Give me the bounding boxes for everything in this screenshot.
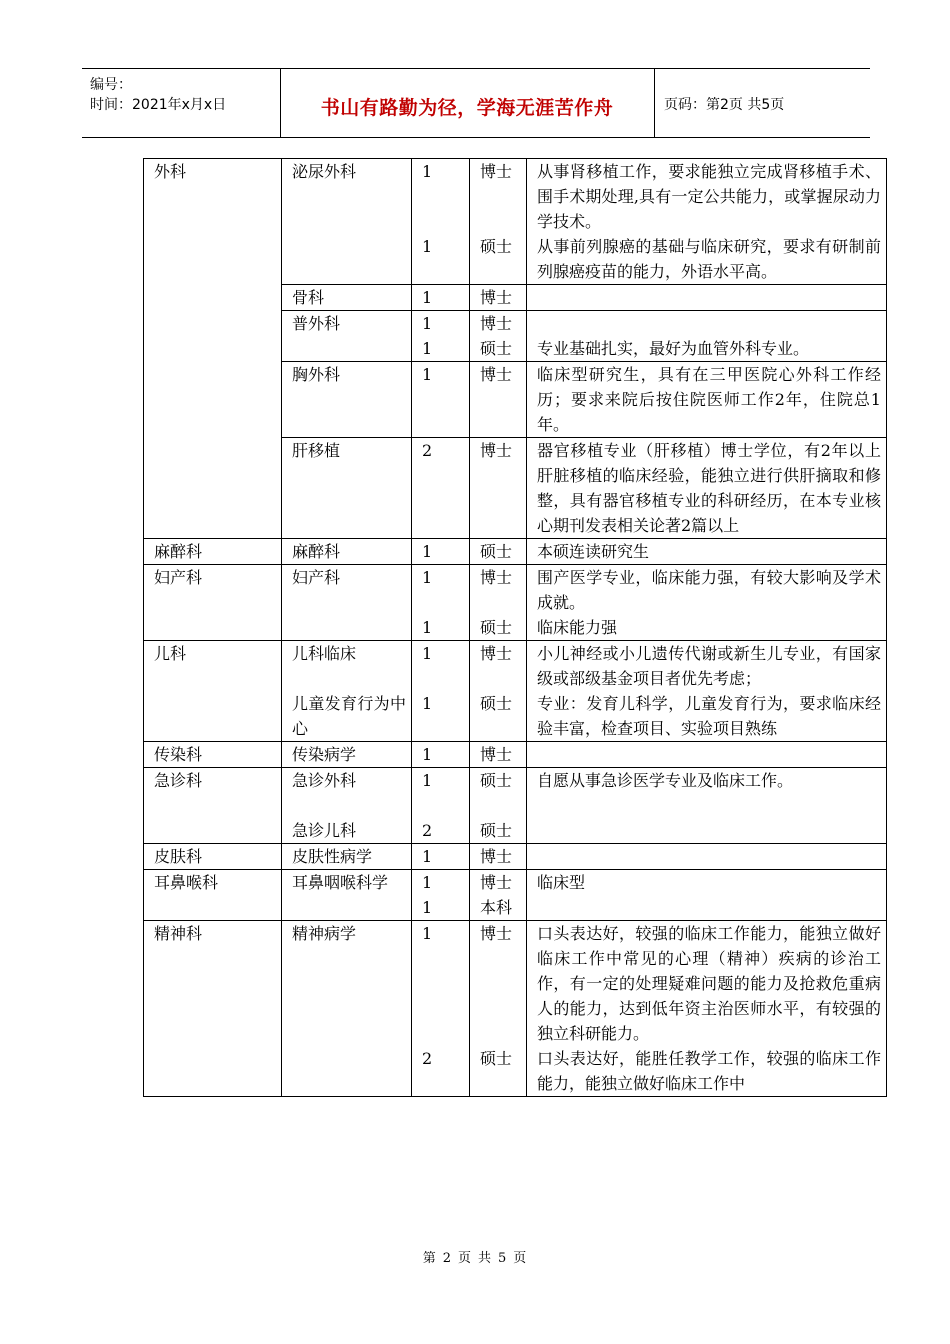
requirement-cell: 器官移植专业（肝移植）博士学位，有2年以上肝脏移植的临床经验，能独立进行供肝摘取和修整，具有器官移植专业的科研经历，在本专业核心期刊发表相关论著2篇以上 xyxy=(527,438,887,539)
header-page-info: 页码：第2页 共5页 xyxy=(664,97,785,113)
table-row xyxy=(144,768,887,844)
degree-cell: 硕士 xyxy=(470,539,527,565)
spacer xyxy=(422,946,464,971)
count-value: 1 xyxy=(422,618,433,637)
degree-cell xyxy=(470,768,527,844)
spacer xyxy=(422,666,464,691)
requirement-cell: 临床型 xyxy=(527,870,887,921)
sub-dept-cell: 精神病学 xyxy=(282,921,412,1097)
requirement-text: 专业：发育儿科学，儿童发育行为，要求临床经验丰富，检查项目、实验项目熟练 xyxy=(537,694,881,738)
table-row xyxy=(144,641,887,742)
requirement-text: 口头表达好，能胜任教学工作，较强的临床工作能力，能独立做好临床工作中 xyxy=(537,1049,881,1093)
count-value: 2 xyxy=(422,1049,433,1068)
footer-word: 共 xyxy=(478,1251,493,1266)
count-cell xyxy=(412,870,470,921)
table-row xyxy=(144,539,887,565)
count-value: 1 xyxy=(422,237,433,256)
header-motto: 书山有路勤为径，学海无涯苦作舟 xyxy=(320,97,614,119)
requirement-text: 从事肾移植工作，要求能独立完成肾移植手术、围手术期处理,具有一定公共能力，或掌握尿动力学技术。 xyxy=(537,162,881,231)
recruitment-table xyxy=(143,158,887,1097)
sub-dept-name: 急诊儿科 xyxy=(292,821,357,840)
requirement-text: 从事前列腺癌的基础与临床研究，要求有研制前列腺癌疫苗的能力，外语水平高。 xyxy=(537,237,881,281)
count-cell xyxy=(412,768,470,844)
spacer xyxy=(422,209,464,234)
count-cell: 1 xyxy=(412,362,470,438)
count-cell: 1 xyxy=(412,285,470,311)
table-row xyxy=(144,742,887,768)
spacer xyxy=(292,793,406,818)
count-value: 1 xyxy=(422,644,433,663)
count-value: 2 xyxy=(422,821,433,840)
spacer xyxy=(480,793,521,818)
count-cell: 1 xyxy=(412,539,470,565)
sub-dept-cell: 耳鼻咽喉科学 xyxy=(282,870,412,921)
sub-dept-cell: 传染病学 xyxy=(282,742,412,768)
spacer xyxy=(480,666,521,691)
degree-cell xyxy=(470,870,527,921)
count-cell: 1 xyxy=(412,844,470,870)
footer-word: 页 xyxy=(457,1251,472,1266)
requirement-cell xyxy=(527,159,887,285)
sub-dept-cell: 骨科 xyxy=(282,285,412,311)
degree-value: 硕士 xyxy=(480,694,513,713)
requirement-cell xyxy=(527,311,887,362)
spacer xyxy=(292,666,406,691)
table-row xyxy=(144,565,887,641)
count-value: 1 xyxy=(422,924,433,943)
count-value: 1 xyxy=(422,314,433,333)
degree-value: 博士 xyxy=(480,873,513,892)
count-cell xyxy=(412,565,470,641)
dept-cell: 精神科 xyxy=(144,921,282,1097)
degree-value: 博士 xyxy=(480,644,513,663)
requirement-text: 围产医学专业，临床能力强，有较大影响及学术成就。 xyxy=(537,568,881,612)
requirement-cell xyxy=(527,742,887,768)
requirement-cell xyxy=(527,641,887,742)
degree-cell xyxy=(470,921,527,1097)
sub-dept-cell: 泌尿外科 xyxy=(282,159,412,285)
degree-value: 硕士 xyxy=(480,339,513,358)
spacer xyxy=(480,184,521,209)
degree-value: 本科 xyxy=(480,898,513,917)
spacer xyxy=(422,793,464,818)
spacer xyxy=(480,971,521,996)
sub-dept-name: 急诊外科 xyxy=(292,771,357,790)
spacer xyxy=(422,590,464,615)
sub-dept-cell: 麻醉科 xyxy=(282,539,412,565)
sub-dept-cell: 普外科 xyxy=(282,311,412,362)
count-cell: 2 xyxy=(412,438,470,539)
count-value: 1 xyxy=(422,162,433,181)
header-meta xyxy=(90,75,226,115)
count-value: 1 xyxy=(422,694,433,713)
degree-value: 博士 xyxy=(480,314,513,333)
spacer xyxy=(422,1021,464,1046)
spacer xyxy=(480,1021,521,1046)
dept-cell: 皮肤科 xyxy=(144,844,282,870)
count-value: 1 xyxy=(422,568,433,587)
requirement-text: 专业基础扎实，最好为血管外科专业。 xyxy=(537,339,810,358)
degree-value: 博士 xyxy=(480,568,513,587)
dept-cell: 儿科 xyxy=(144,641,282,742)
degree-cell: 博士 xyxy=(470,438,527,539)
count-value: 1 xyxy=(422,339,433,358)
footer-total-pages: 5 xyxy=(498,1251,508,1266)
sub-dept-name: 儿童发育行为中心 xyxy=(292,694,406,738)
table-row xyxy=(144,921,887,1097)
table-row xyxy=(144,159,887,285)
dept-cell: 外科 xyxy=(144,159,282,539)
sub-dept-name: 儿科临床 xyxy=(292,644,357,663)
degree-cell xyxy=(470,565,527,641)
degree-cell xyxy=(470,641,527,742)
spacer xyxy=(422,184,464,209)
degree-value: 硕士 xyxy=(480,771,513,790)
sub-dept-cell xyxy=(282,768,412,844)
page-header xyxy=(82,68,870,138)
spacer xyxy=(480,996,521,1021)
count-value: 1 xyxy=(422,898,433,917)
degree-value: 硕士 xyxy=(480,821,513,840)
requirement-text: 小儿神经或小儿遗传代谢或新生儿专业，有国家级或部级基金项目者优先考虑； xyxy=(537,644,881,688)
sub-dept-cell: 肝移植 xyxy=(282,438,412,539)
degree-value: 博士 xyxy=(480,162,513,181)
requirement-cell: 自愿从事急诊医学专业及临床工作。 xyxy=(527,768,887,844)
requirement-text: 临床能力强 xyxy=(537,618,618,637)
time-label: 时间：2021年x月x日 xyxy=(90,97,227,113)
count-cell xyxy=(412,921,470,1097)
sub-dept-cell: 妇产科 xyxy=(282,565,412,641)
spacer xyxy=(480,590,521,615)
requirement-cell xyxy=(527,844,887,870)
number-label: 编号： xyxy=(90,77,132,93)
page-footer xyxy=(0,1247,950,1266)
degree-cell xyxy=(470,311,527,362)
requirement-cell xyxy=(527,565,887,641)
footer-word: 第 xyxy=(422,1251,437,1266)
sub-dept-cell: 胸外科 xyxy=(282,362,412,438)
spacer xyxy=(422,971,464,996)
footer-word: 页 xyxy=(513,1251,528,1266)
count-cell xyxy=(412,159,470,285)
header-divider xyxy=(654,69,655,137)
requirement-cell: 临床型研究生，具有在三甲医院心外科工作经历；要求来院后按住院医师工作2年，住院总1年。 xyxy=(527,362,887,438)
count-value: 1 xyxy=(422,873,433,892)
degree-cell: 博士 xyxy=(470,285,527,311)
spacer xyxy=(422,996,464,1021)
count-value: 1 xyxy=(422,771,433,790)
count-cell: 1 xyxy=(412,742,470,768)
count-cell xyxy=(412,641,470,742)
spacer xyxy=(537,311,881,336)
degree-cell: 博士 xyxy=(470,742,527,768)
degree-cell: 博士 xyxy=(470,362,527,438)
count-cell xyxy=(412,311,470,362)
sub-dept-cell xyxy=(282,641,412,742)
requirement-text: 口头表达好，较强的临床工作能力，能独立做好临床工作中常见的心理（精神）疾病的诊治工作，有一定的处理疑难问题的能力及抢救危重病人的能力，达到低年资主治医师水平，有较强的独立科研能力。 xyxy=(537,924,881,1043)
dept-cell: 传染科 xyxy=(144,742,282,768)
degree-value: 硕士 xyxy=(480,1049,513,1068)
requirement-cell xyxy=(527,285,887,311)
table-row xyxy=(144,870,887,921)
degree-value: 硕士 xyxy=(480,618,513,637)
footer-page-number: 2 xyxy=(442,1251,452,1266)
dept-cell: 妇产科 xyxy=(144,565,282,641)
requirement-cell xyxy=(527,921,887,1097)
spacer xyxy=(480,946,521,971)
degree-cell xyxy=(470,159,527,285)
requirement-cell: 本硕连读研究生 xyxy=(527,539,887,565)
dept-cell: 麻醉科 xyxy=(144,539,282,565)
degree-value: 硕士 xyxy=(480,237,513,256)
spacer xyxy=(480,209,521,234)
degree-value: 博士 xyxy=(480,924,513,943)
dept-cell: 急诊科 xyxy=(144,768,282,844)
degree-cell: 博士 xyxy=(470,844,527,870)
dept-cell: 耳鼻喉科 xyxy=(144,870,282,921)
sub-dept-cell: 皮肤性病学 xyxy=(282,844,412,870)
table-row xyxy=(144,844,887,870)
